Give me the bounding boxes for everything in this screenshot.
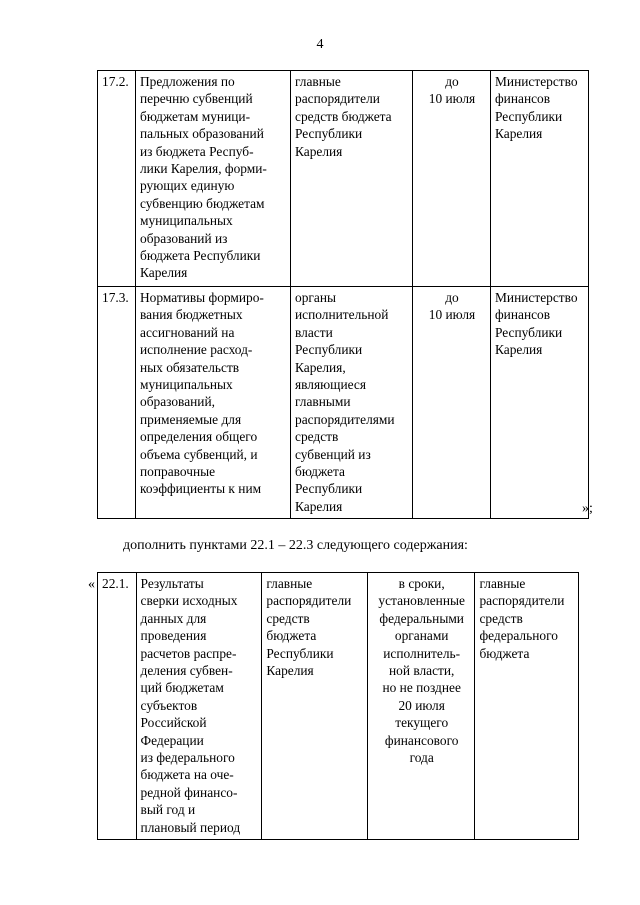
item-deadline: до 10 июля [413, 287, 491, 519]
item-responsible: главные распорядители средств бюджета Республики Карелия [262, 573, 368, 840]
item-recipient: Министерство финансов Республики Карелия [491, 71, 589, 287]
item-recipient: Министерство финансов Республики Карелия [491, 287, 589, 519]
procedure-table-2 [97, 572, 579, 840]
amendment-paragraph: дополнить пунктами 22.1 – 22.3 следующего содержания: [123, 538, 468, 553]
procedure-table-1 [97, 70, 589, 519]
closing-quote: »; [582, 501, 593, 516]
item-deadline: до 10 июля [413, 71, 491, 287]
item-responsible: органы исполнительной власти Республики Карелия, являющиеся главными распорядителями средств субвенций из бюджета Республики Карелия [291, 287, 413, 519]
item-number: 17.3. [98, 287, 136, 519]
item-number: 17.2. [98, 71, 136, 287]
table-row [98, 573, 579, 840]
page-number: 4 [316, 37, 324, 52]
item-name: Результаты сверки исходных данных для проведения расчетов распре- деления субвен- ций бюджетам субъектов Российской Федерации из федерального бюджета на оче- редной финансо- вый год и плановый период [136, 573, 262, 840]
table-row [98, 287, 589, 519]
item-deadline: в сроки, установленные федеральными органами исполнитель- ной власти, но не позднее 20 июля текущего финансового года [367, 573, 475, 840]
item-number: 22.1. [98, 573, 137, 840]
item-name: Предложения по перечню субвенций бюджетам муници- пальных образований из бюджета Респуб- лики Карелия, форми- рующих единую субвенцию бюджетам муниципальных образований из бюджета Республики Карелия [136, 71, 291, 287]
item-name: Нормативы формиро- вания бюджетных ассигнований на исполнение расход- ных обязательств муниципальных образований, применяемые для определения общего объема субвенций, и поправочные коэффициенты к ним [136, 287, 291, 519]
item-responsible: главные распорядители средств бюджета Республики Карелия [291, 71, 413, 287]
opening-quote: « [88, 577, 95, 592]
table-row [98, 71, 589, 287]
item-recipient: главные распорядители средств федерального бюджета [475, 573, 579, 840]
